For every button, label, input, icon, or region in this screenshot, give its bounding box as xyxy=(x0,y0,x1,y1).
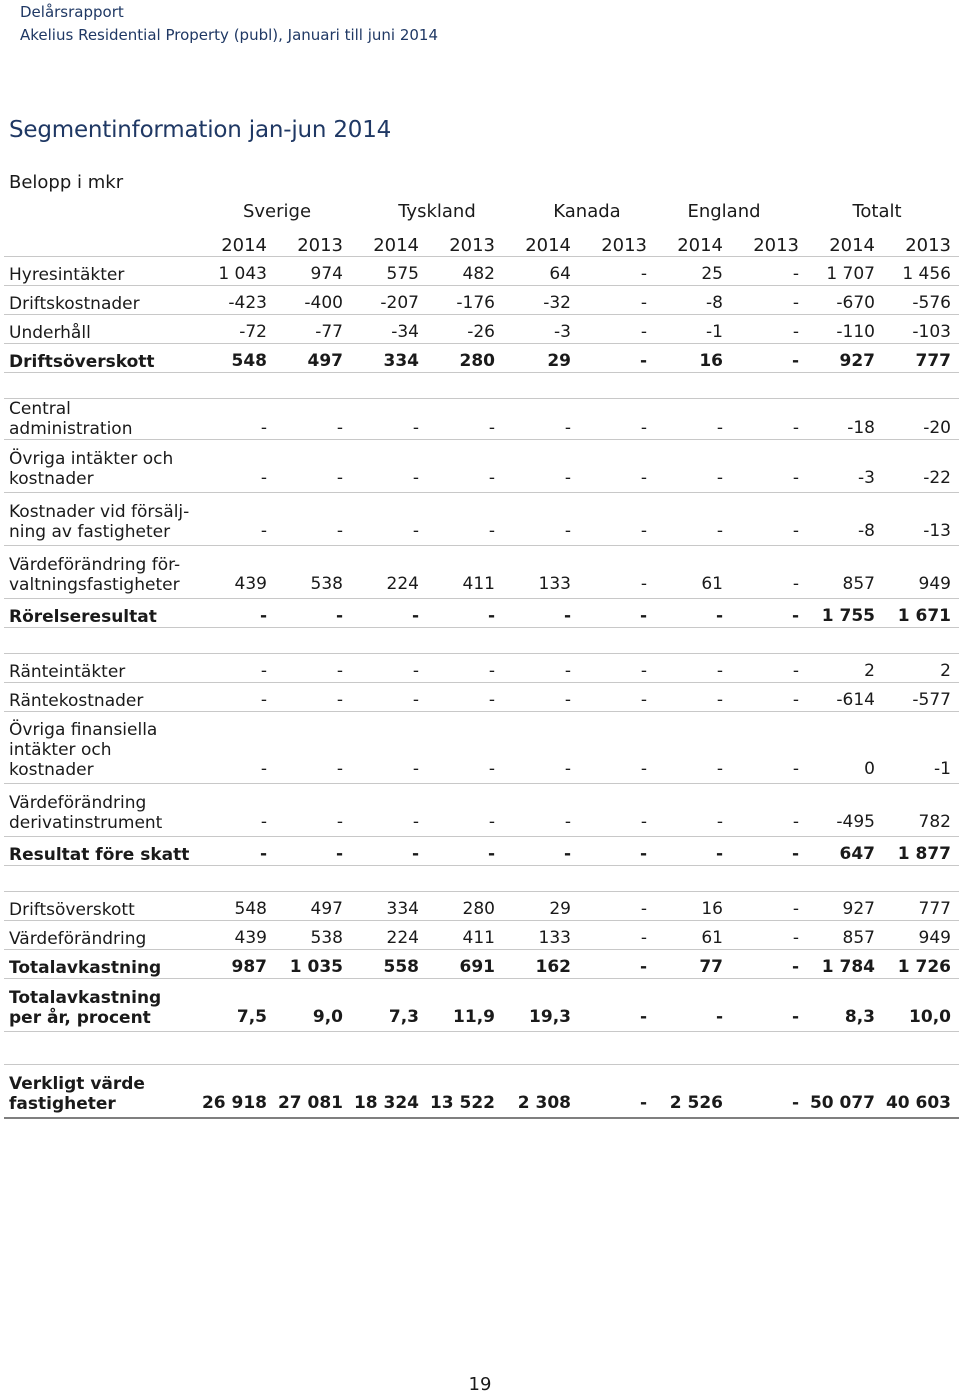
cell-value: - xyxy=(275,683,351,712)
cell-value: -207 xyxy=(351,286,427,315)
cell-value: - xyxy=(731,257,807,286)
row-label: Totalavkastning per år, procent xyxy=(4,979,199,1032)
cell-value: 2 526 xyxy=(655,1065,731,1119)
section-spacer xyxy=(4,1032,959,1065)
cell-value: -72 xyxy=(199,315,275,344)
cell-value: 29 xyxy=(503,892,579,921)
report-company-period: Akelius Residential Property (publ), Januari till juni 2014 xyxy=(20,26,439,44)
table-row xyxy=(4,440,959,493)
cell-value: -495 xyxy=(807,784,883,837)
year-header: 2014 xyxy=(503,228,579,257)
cell-value: - xyxy=(275,399,351,440)
cell-value: - xyxy=(199,399,275,440)
section-spacer xyxy=(4,628,959,654)
cell-value: 1 671 xyxy=(883,599,959,628)
row-label: Underhåll xyxy=(4,315,199,344)
cell-value: 133 xyxy=(503,546,579,599)
row-label: Driftsöverskott xyxy=(4,892,199,921)
cell-value: - xyxy=(579,257,655,286)
cell-value: -670 xyxy=(807,286,883,315)
cell-value: 1 456 xyxy=(883,257,959,286)
cell-value: 61 xyxy=(655,546,731,599)
cell-value: - xyxy=(731,399,807,440)
cell-value: - xyxy=(427,440,503,493)
cell-value: - xyxy=(351,599,427,628)
cell-value: -34 xyxy=(351,315,427,344)
cell-value: - xyxy=(275,599,351,628)
table-row xyxy=(4,493,959,546)
cell-value: -110 xyxy=(807,315,883,344)
table-row xyxy=(4,921,959,950)
cell-value: - xyxy=(579,440,655,493)
cell-value: - xyxy=(579,546,655,599)
cell-value: - xyxy=(655,979,731,1032)
cell-value: 538 xyxy=(275,921,351,950)
cell-value: -577 xyxy=(883,683,959,712)
cell-value: - xyxy=(579,837,655,866)
year-header: 2013 xyxy=(579,228,655,257)
cell-value: - xyxy=(579,683,655,712)
cell-value: 11,9 xyxy=(427,979,503,1032)
cell-value: - xyxy=(199,784,275,837)
cell-value: 9,0 xyxy=(275,979,351,1032)
cell-value: - xyxy=(579,344,655,373)
cell-value: 280 xyxy=(427,344,503,373)
year-header-blank xyxy=(4,228,199,257)
cell-value: - xyxy=(503,440,579,493)
cell-value: 0 xyxy=(807,712,883,784)
cell-value: 26 918 xyxy=(199,1065,275,1119)
row-label: Totalavkastning xyxy=(4,950,199,979)
year-header: 2014 xyxy=(807,228,883,257)
row-label: Värdeförändring derivatinstrument xyxy=(4,784,199,837)
cell-value: 439 xyxy=(199,546,275,599)
year-header: 2014 xyxy=(655,228,731,257)
cell-value: 482 xyxy=(427,257,503,286)
cell-value: 411 xyxy=(427,546,503,599)
cell-value: - xyxy=(731,784,807,837)
cell-value: -26 xyxy=(427,315,503,344)
cell-value: 25 xyxy=(655,257,731,286)
year-header-row xyxy=(4,228,959,257)
table-row xyxy=(4,979,959,1032)
cell-value: - xyxy=(275,440,351,493)
cell-value: - xyxy=(579,1065,655,1119)
cell-value: - xyxy=(579,654,655,683)
cell-value: 497 xyxy=(275,344,351,373)
cell-value: - xyxy=(351,683,427,712)
cell-value: 1 035 xyxy=(275,950,351,979)
cell-value: 1 877 xyxy=(883,837,959,866)
cell-value: - xyxy=(731,837,807,866)
cell-value: - xyxy=(579,892,655,921)
cell-value: 64 xyxy=(503,257,579,286)
cell-value: - xyxy=(731,440,807,493)
cell-value: - xyxy=(199,683,275,712)
cell-value: -8 xyxy=(655,286,731,315)
table-row xyxy=(4,712,959,784)
row-label: Övriga finansiella intäkter och kostnader xyxy=(4,712,199,784)
cell-value: 411 xyxy=(427,921,503,950)
cell-value: 280 xyxy=(427,892,503,921)
cell-value: 927 xyxy=(807,344,883,373)
group-header-england: England xyxy=(687,201,761,222)
cell-value: - xyxy=(579,493,655,546)
cell-value: -103 xyxy=(883,315,959,344)
cell-value: 16 xyxy=(655,892,731,921)
cell-value: - xyxy=(427,654,503,683)
row-label: Verkligt värde fastigheter xyxy=(4,1065,199,1119)
cell-value: - xyxy=(731,950,807,979)
cell-value: - xyxy=(731,892,807,921)
cell-value: 857 xyxy=(807,546,883,599)
row-label: Ränteintäkter xyxy=(4,654,199,683)
cell-value: 19,3 xyxy=(503,979,579,1032)
cell-value: - xyxy=(655,493,731,546)
year-header: 2013 xyxy=(883,228,959,257)
cell-value: 61 xyxy=(655,921,731,950)
row-label: Driftskostnader xyxy=(4,286,199,315)
cell-value: 575 xyxy=(351,257,427,286)
table-row xyxy=(4,950,959,979)
cell-value: - xyxy=(579,784,655,837)
cell-value: - xyxy=(351,784,427,837)
report-type: Delårsrapport xyxy=(20,3,124,21)
cell-value: 1 726 xyxy=(883,950,959,979)
cell-value: - xyxy=(199,712,275,784)
table-row xyxy=(4,837,959,866)
cell-value: 1 784 xyxy=(807,950,883,979)
cell-value: -3 xyxy=(503,315,579,344)
cell-value: - xyxy=(351,837,427,866)
cell-value: - xyxy=(579,712,655,784)
cell-value: 558 xyxy=(351,950,427,979)
cell-value: - xyxy=(427,837,503,866)
cell-value: - xyxy=(503,654,579,683)
group-header-kanada: Kanada xyxy=(553,201,621,222)
row-label: Rörelseresultat xyxy=(4,599,199,628)
cell-value: -1 xyxy=(655,315,731,344)
cell-value: 334 xyxy=(351,892,427,921)
cell-value: - xyxy=(503,599,579,628)
cell-value: 548 xyxy=(199,344,275,373)
table-row xyxy=(4,1065,959,1119)
cell-value: 691 xyxy=(427,950,503,979)
cell-value: -77 xyxy=(275,315,351,344)
cell-value: 29 xyxy=(503,344,579,373)
cell-value: - xyxy=(427,784,503,837)
cell-value: 162 xyxy=(503,950,579,979)
cell-value: - xyxy=(655,399,731,440)
cell-value: - xyxy=(503,683,579,712)
cell-value: 10,0 xyxy=(883,979,959,1032)
cell-value: - xyxy=(731,599,807,628)
cell-value: -423 xyxy=(199,286,275,315)
cell-value: 40 603 xyxy=(883,1065,959,1119)
cell-value: - xyxy=(731,921,807,950)
cell-value: - xyxy=(351,440,427,493)
cell-value: - xyxy=(655,837,731,866)
cell-value: - xyxy=(427,683,503,712)
row-label: Hyresintäkter xyxy=(4,257,199,286)
cell-value: - xyxy=(731,344,807,373)
cell-value: -32 xyxy=(503,286,579,315)
section-spacer xyxy=(4,373,959,399)
cell-value: - xyxy=(199,599,275,628)
cell-value: - xyxy=(579,950,655,979)
cell-value: - xyxy=(199,837,275,866)
row-label: Resultat före skatt xyxy=(4,837,199,866)
cell-value: 2 xyxy=(883,654,959,683)
table-row xyxy=(4,344,959,373)
cell-value: - xyxy=(275,654,351,683)
year-header: 2013 xyxy=(427,228,503,257)
group-header-totalt: Totalt xyxy=(852,201,902,222)
row-label: Räntekostnader xyxy=(4,683,199,712)
cell-value: - xyxy=(351,399,427,440)
cell-value: - xyxy=(731,979,807,1032)
cell-value: - xyxy=(503,784,579,837)
year-header: 2013 xyxy=(275,228,351,257)
cell-value: 439 xyxy=(199,921,275,950)
cell-value: 13 522 xyxy=(427,1065,503,1119)
cell-value: - xyxy=(731,546,807,599)
cell-value: 782 xyxy=(883,784,959,837)
cell-value: - xyxy=(199,654,275,683)
cell-value: - xyxy=(503,399,579,440)
cell-value: 50 077 xyxy=(807,1065,883,1119)
cell-value: 8,3 xyxy=(807,979,883,1032)
cell-value: - xyxy=(503,837,579,866)
cell-value: - xyxy=(199,440,275,493)
cell-value: - xyxy=(351,654,427,683)
cell-value: - xyxy=(427,493,503,546)
cell-value: - xyxy=(351,493,427,546)
row-label: Övriga intäkter och kostnader xyxy=(4,440,199,493)
cell-value: - xyxy=(731,712,807,784)
cell-value: -8 xyxy=(807,493,883,546)
table-row xyxy=(4,892,959,921)
section-spacer xyxy=(4,866,959,892)
table-row xyxy=(4,599,959,628)
cell-value: - xyxy=(655,440,731,493)
table-row xyxy=(4,784,959,837)
cell-value: 16 xyxy=(655,344,731,373)
cell-value: -400 xyxy=(275,286,351,315)
cell-value: - xyxy=(579,399,655,440)
cell-value: 2 308 xyxy=(503,1065,579,1119)
cell-value: - xyxy=(275,712,351,784)
cell-value: 857 xyxy=(807,921,883,950)
cell-value: 949 xyxy=(883,921,959,950)
cell-value: - xyxy=(503,493,579,546)
cell-value: - xyxy=(275,784,351,837)
cell-value: -1 xyxy=(883,712,959,784)
cell-value: - xyxy=(579,315,655,344)
cell-value: - xyxy=(731,315,807,344)
cell-value: 777 xyxy=(883,344,959,373)
cell-value: 27 081 xyxy=(275,1065,351,1119)
cell-value: -22 xyxy=(883,440,959,493)
row-label: Värdeförändring för-valtningsfastigheter xyxy=(4,546,199,599)
cell-value: 133 xyxy=(503,921,579,950)
table-row xyxy=(4,399,959,440)
page-number: 19 xyxy=(468,1374,492,1395)
cell-value: 1 707 xyxy=(807,257,883,286)
cell-value: - xyxy=(199,493,275,546)
cell-value: - xyxy=(427,599,503,628)
cell-value: - xyxy=(731,1065,807,1119)
cell-value: 7,3 xyxy=(351,979,427,1032)
cell-value: 224 xyxy=(351,546,427,599)
cell-value: 18 324 xyxy=(351,1065,427,1119)
cell-value: - xyxy=(579,286,655,315)
cell-value: - xyxy=(275,493,351,546)
cell-value: 548 xyxy=(199,892,275,921)
cell-value: - xyxy=(655,683,731,712)
cell-value: -614 xyxy=(807,683,883,712)
cell-value: - xyxy=(351,712,427,784)
cell-value: 1 755 xyxy=(807,599,883,628)
segment-table xyxy=(4,228,959,1119)
cell-value: 334 xyxy=(351,344,427,373)
unit-label: Belopp i mkr xyxy=(9,172,124,193)
table-row xyxy=(4,683,959,712)
cell-value: 7,5 xyxy=(199,979,275,1032)
report-header xyxy=(20,1,438,47)
group-header-tyskland: Tyskland xyxy=(398,201,476,222)
cell-value: 777 xyxy=(883,892,959,921)
cell-value: - xyxy=(275,837,351,866)
cell-value: 647 xyxy=(807,837,883,866)
cell-value: - xyxy=(655,712,731,784)
cell-value: - xyxy=(427,399,503,440)
cell-value: - xyxy=(503,712,579,784)
cell-value: 1 043 xyxy=(199,257,275,286)
cell-value: - xyxy=(579,921,655,950)
row-label: Central administration xyxy=(4,399,199,440)
cell-value: -576 xyxy=(883,286,959,315)
cell-value: 77 xyxy=(655,950,731,979)
cell-value: 538 xyxy=(275,546,351,599)
cell-value: - xyxy=(731,683,807,712)
cell-value: - xyxy=(731,493,807,546)
cell-value: -3 xyxy=(807,440,883,493)
cell-value: - xyxy=(731,654,807,683)
cell-value: 497 xyxy=(275,892,351,921)
row-label: Driftsöverskott xyxy=(4,344,199,373)
group-header-sverige: Sverige xyxy=(242,201,312,222)
cell-value: - xyxy=(427,712,503,784)
year-header: 2014 xyxy=(199,228,275,257)
table-row xyxy=(4,654,959,683)
cell-value: 949 xyxy=(883,546,959,599)
table-row xyxy=(4,257,959,286)
cell-value: - xyxy=(579,599,655,628)
table-row xyxy=(4,315,959,344)
cell-value: 2 xyxy=(807,654,883,683)
cell-value: - xyxy=(655,654,731,683)
cell-value: - xyxy=(579,979,655,1032)
cell-value: -176 xyxy=(427,286,503,315)
cell-value: -13 xyxy=(883,493,959,546)
cell-value: 224 xyxy=(351,921,427,950)
page-title: Segmentinformation jan-jun 2014 xyxy=(9,117,392,143)
year-header: 2013 xyxy=(731,228,807,257)
row-label: Kostnader vid försälj-ning av fastigheter xyxy=(4,493,199,546)
cell-value: -20 xyxy=(883,399,959,440)
cell-value: 927 xyxy=(807,892,883,921)
cell-value: 987 xyxy=(199,950,275,979)
row-label: Värdeförändring xyxy=(4,921,199,950)
year-header: 2014 xyxy=(351,228,427,257)
cell-value: 974 xyxy=(275,257,351,286)
table-row xyxy=(4,286,959,315)
cell-value: - xyxy=(655,599,731,628)
cell-value: - xyxy=(655,784,731,837)
cell-value: -18 xyxy=(807,399,883,440)
table-row xyxy=(4,546,959,599)
cell-value: - xyxy=(731,286,807,315)
